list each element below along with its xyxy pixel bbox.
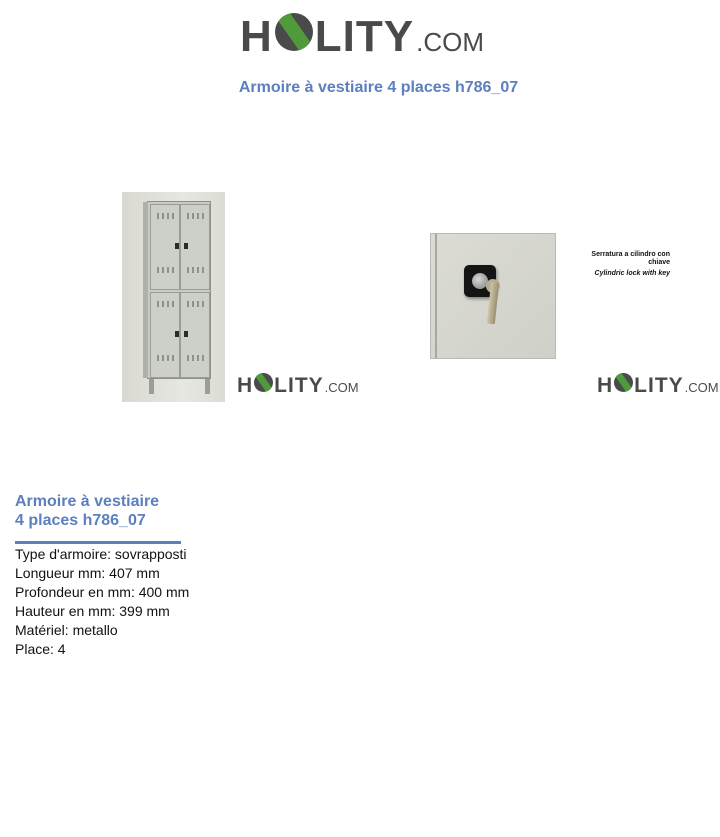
lock-detail-image xyxy=(430,233,556,359)
locker-leg xyxy=(205,379,210,394)
logo-text-h: H xyxy=(240,12,273,61)
logo-o-icon xyxy=(254,373,273,392)
product-title-line1: Armoire à vestiaire xyxy=(15,493,160,510)
locker-door xyxy=(150,292,180,378)
spec-item: Type d'armoire: sovrapposti xyxy=(15,546,187,562)
logo-domain: .COM xyxy=(416,27,484,57)
locker-door xyxy=(150,204,180,290)
locker-cabinet xyxy=(147,201,211,379)
product-title xyxy=(15,492,215,530)
lock-caption xyxy=(590,251,670,278)
logo-o-icon xyxy=(275,13,313,51)
product-title-line2: 4 places h786_07 xyxy=(15,512,146,529)
page-title: Armoire à vestiaire 4 places h786_07 xyxy=(238,79,519,96)
lock-caption-en: Cylindric lock with key xyxy=(594,270,670,277)
lock-caption-it: Serratura a cilindro con chiave xyxy=(591,251,670,266)
spec-item: Hauteur en mm: 399 mm xyxy=(15,603,170,619)
logo-text-lity: LITY xyxy=(314,12,415,61)
image-watermark-logo: H LITY .COM xyxy=(597,374,719,397)
spec-item: Place: 4 xyxy=(15,641,66,657)
locker-door xyxy=(180,204,210,290)
image-watermark-logo: H LITY .COM xyxy=(237,374,359,397)
title-divider xyxy=(15,541,181,544)
locker-door xyxy=(180,292,210,378)
spec-item: Profondeur en mm: 400 mm xyxy=(15,584,190,600)
logo-o-icon xyxy=(614,373,633,392)
spec-item: Matériel: metallo xyxy=(15,622,118,638)
locker-leg xyxy=(149,379,154,394)
locker-product-image xyxy=(122,192,225,402)
site-logo[interactable] xyxy=(240,13,484,60)
spec-list xyxy=(15,545,189,659)
spec-item: Longueur mm: 407 mm xyxy=(15,565,160,581)
